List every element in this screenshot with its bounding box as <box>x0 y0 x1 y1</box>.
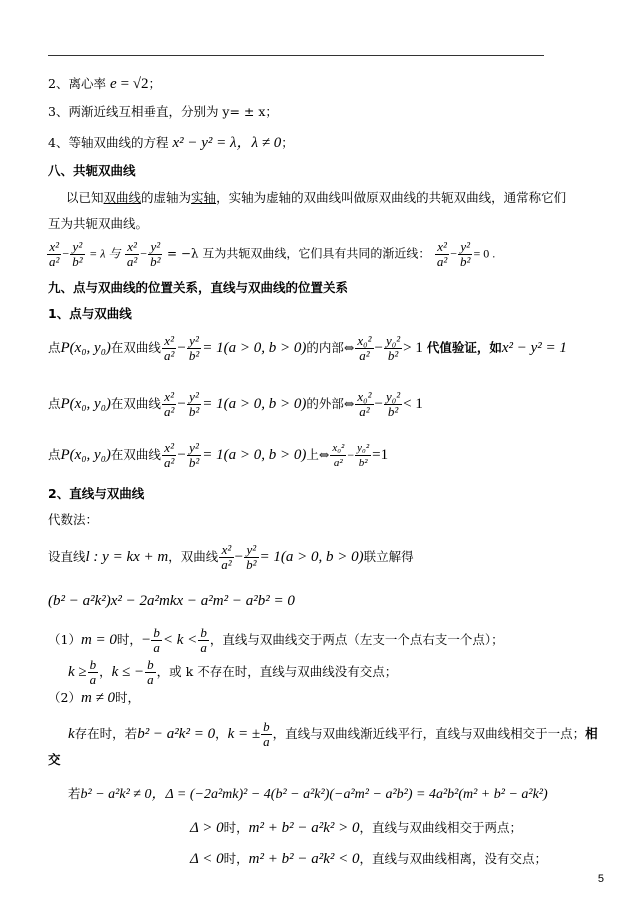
fraction <box>162 334 176 363</box>
math-condition: = 1(a > 0, b > 0) <box>259 549 364 565</box>
text: ，实轴为虚轴的双曲线叫做原双曲线的共轭双曲线，通常称它们 <box>216 190 567 205</box>
fraction <box>70 240 84 269</box>
link-real-axis[interactable]: 实轴 <box>191 190 217 205</box>
minus: − <box>177 447 186 463</box>
fraction <box>187 441 201 470</box>
text: （2） <box>48 690 81 705</box>
minus: − <box>141 632 151 648</box>
case-1-line <box>48 626 504 655</box>
sec8-paragraph-line2: 互为共轭双曲线。 <box>48 216 149 231</box>
denominator: b² <box>150 254 161 269</box>
minus: − <box>62 246 70 261</box>
math-discriminant: b² − a²k² ≠ 0，Δ = (−2a²mk)² − 4(b² − a²k²)(−a²m² − a²b²) = 4a²b²(m² + b² − a²k²) <box>80 787 548 802</box>
math-inequality: k ≤ − <box>111 664 145 680</box>
denominator: b² <box>188 404 200 419</box>
conjugate-relation <box>46 240 495 269</box>
math-inequality: m² + b² − a²k² < 0 <box>248 851 360 867</box>
text: 在双曲线 <box>110 340 161 355</box>
denominator: a <box>89 672 97 687</box>
fraction <box>151 626 162 655</box>
math-delta: Δ > 0 <box>190 820 224 836</box>
numerator: x₀² <box>357 389 372 404</box>
relation-text: = λ 与 <box>89 246 121 261</box>
math-condition: = 1(a > 0, b > 0) <box>202 340 307 356</box>
numerator: b <box>89 657 97 672</box>
text: 联立解得 <box>363 549 414 564</box>
math-condition: m ≠ 0 <box>80 690 116 706</box>
numerator: y₀² <box>357 442 370 454</box>
fraction <box>125 240 139 269</box>
denominator: b² <box>387 404 399 419</box>
section-9-heading: 九、点与双曲线的位置关系，直线与双曲线的位置关系 <box>48 280 349 295</box>
denominator: b² <box>358 457 368 469</box>
math-equation: x² − y² = λ，λ ≠ 0 <box>172 135 282 151</box>
minus: − <box>347 448 355 462</box>
numerator: b <box>200 625 207 640</box>
math-point: P(x₀, y₀) <box>60 340 111 356</box>
denominator: a² <box>49 254 60 269</box>
link-hyperbola[interactable]: 双曲线 <box>103 190 142 205</box>
denominator: b² <box>72 254 83 269</box>
minus: − <box>374 340 383 356</box>
numerator: y² <box>70 240 84 255</box>
math-relation: < 1 <box>403 396 423 412</box>
text: 相 <box>585 726 598 741</box>
minus: − <box>177 340 186 356</box>
denominator: b² <box>188 455 200 470</box>
point-outside-line <box>48 390 423 419</box>
denominator: a² <box>436 254 448 269</box>
fraction <box>88 658 99 687</box>
text: ，或 k 不存在时，直线与双曲线没有交点； <box>156 664 398 679</box>
minus: − <box>177 396 186 412</box>
text: 时， <box>223 851 249 866</box>
case-2b-continuation: 交 <box>48 752 61 767</box>
text: 点 <box>48 340 61 355</box>
numerator: b <box>263 719 270 734</box>
denominator: b² <box>188 348 200 363</box>
fraction <box>458 240 472 269</box>
denominator: a <box>147 672 154 687</box>
fraction <box>219 543 233 572</box>
math-inequality: m² + b² − a²k² > 0 <box>248 820 360 836</box>
text: 若 <box>68 786 81 801</box>
math-condition: = 1(a > 0, b > 0) <box>202 447 307 463</box>
text: 上⇔ <box>306 447 330 462</box>
sec8-paragraph-line1 <box>66 192 566 205</box>
fraction <box>187 390 201 419</box>
text: 的虚轴为 <box>141 190 192 205</box>
delta-positive-line <box>190 821 522 836</box>
math-line: l : y = kx + m <box>85 549 169 565</box>
math-k: k = ± <box>227 726 261 742</box>
math-point: P(x₀, y₀) <box>60 396 111 412</box>
page-number: 5 <box>597 873 604 885</box>
denominator: b² <box>387 348 399 363</box>
denominator: a² <box>163 348 175 363</box>
discriminant-line <box>68 788 548 802</box>
subsection-1-heading: 1、点与双曲线 <box>48 306 132 321</box>
text: 以已知 <box>66 190 104 205</box>
fraction <box>47 240 61 269</box>
case-1b-line <box>68 658 397 687</box>
fraction <box>261 720 272 749</box>
math-relation: > 1 <box>403 340 423 356</box>
math-equation: b² − a²k² = 0 <box>137 726 216 742</box>
numerator: y² <box>148 240 162 255</box>
text: ，直线与双曲线相离，没有交点； <box>359 851 548 866</box>
relation-text: = 0 . <box>473 246 496 261</box>
numerator: x² <box>162 334 176 349</box>
line-setup <box>48 543 414 572</box>
numerator: y² <box>458 240 472 255</box>
quadratic-equation: (b² − a²k²)x² − 2a²mkx − a²m² − a²b² = 0 <box>48 593 295 609</box>
numerator: y₀² <box>385 389 401 404</box>
fraction <box>355 390 373 419</box>
denominator: b² <box>246 557 257 572</box>
numerator: x² <box>162 441 176 456</box>
denominator: a² <box>359 404 370 419</box>
text: 在双曲线 <box>110 447 161 462</box>
numerator: x² <box>162 390 176 405</box>
item-equation <box>48 136 294 151</box>
fraction <box>384 334 402 363</box>
numerator: x² <box>435 240 449 255</box>
subsection-2-heading: 2、直线与双曲线 <box>48 486 145 501</box>
fraction <box>187 334 201 363</box>
fraction <box>148 240 162 269</box>
text: 点 <box>48 447 61 462</box>
item-label: 4、等轴双曲线的方程 <box>48 135 169 150</box>
denominator: a <box>153 640 160 655</box>
numerator: x₀² <box>332 442 345 454</box>
denominator: a² <box>126 254 138 269</box>
text: 时， <box>115 690 141 705</box>
case-2-line <box>48 691 140 706</box>
math-equation: x² − y² = 1 <box>501 340 567 356</box>
numerator: y² <box>244 543 258 558</box>
text: 存在时，若 <box>74 726 138 741</box>
math-condition: = 1(a > 0, b > 0) <box>202 396 307 412</box>
minus: − <box>140 246 148 261</box>
item-asymptotes: 3、两渐近线互相垂直，分别为 y= ± x； <box>48 104 278 119</box>
algebraic-method: 代数法： <box>48 512 99 527</box>
fraction <box>145 658 156 687</box>
delta-negative-line <box>190 852 547 867</box>
denominator: a <box>263 734 270 749</box>
math-inequality: k ≥ <box>68 664 87 680</box>
math-delta: Δ < 0 <box>190 851 224 867</box>
minus: − <box>234 549 244 565</box>
punct: ； <box>281 135 294 150</box>
denominator: a² <box>333 457 343 469</box>
numerator: x² <box>47 240 61 255</box>
text: ，双曲线 <box>168 549 219 564</box>
text: 的外部⇔ <box>306 396 355 411</box>
numerator: y² <box>187 334 201 349</box>
denominator: a² <box>359 348 370 363</box>
point-inside-line <box>48 334 567 363</box>
fraction <box>330 441 346 470</box>
math-sqrt2: = √2 <box>120 76 149 92</box>
fraction <box>244 543 258 572</box>
fraction <box>355 334 373 363</box>
math-inequality: < k < <box>162 632 198 648</box>
point-on-line <box>48 441 388 470</box>
fraction <box>435 240 449 269</box>
section-8-heading: 八、共轭双曲线 <box>48 163 136 178</box>
numerator: x² <box>125 240 139 255</box>
fraction <box>198 626 209 655</box>
numerator: b <box>153 625 160 640</box>
denominator: b² <box>460 254 471 269</box>
numerator: b <box>147 657 154 672</box>
math-point: P(x₀, y₀) <box>60 447 111 463</box>
math-condition: m = 0 <box>80 632 117 648</box>
text: ， <box>99 664 112 679</box>
minus: − <box>374 396 383 412</box>
denominator: a² <box>163 404 175 419</box>
item-label: 2、离心率 <box>48 76 106 91</box>
denominator: a² <box>221 557 232 572</box>
text: 时， <box>116 632 142 647</box>
numerator: y² <box>187 441 201 456</box>
punct: ； <box>148 76 162 91</box>
item-eccentricity <box>48 77 161 92</box>
text: 点 <box>48 396 61 411</box>
text: 在双曲线 <box>110 396 161 411</box>
numerator: x₀² <box>357 333 372 348</box>
denominator: a² <box>163 455 175 470</box>
fraction <box>162 441 176 470</box>
text: 设直线 <box>48 549 86 564</box>
case-2b-line <box>68 720 598 749</box>
numerator: x² <box>219 543 233 558</box>
numerator: y² <box>187 390 201 405</box>
text: ，直线与双曲线相交于两点； <box>359 820 523 835</box>
numerator: y₀² <box>385 333 401 348</box>
header-rule <box>48 55 544 56</box>
relation-text: = −λ 互为共轭双曲线，它们具有共同的渐近线： <box>166 246 431 261</box>
fraction <box>384 390 402 419</box>
fraction <box>162 390 176 419</box>
text: （1） <box>48 632 81 647</box>
math-k: k <box>68 726 75 742</box>
text: ，直线与双曲线渐近线平行，直线与双曲线相交于一点； <box>272 726 586 741</box>
denominator: a <box>200 640 207 655</box>
math-e: e <box>109 76 117 92</box>
verify-text: 代值验证，如 <box>426 340 502 355</box>
text: ，直线与双曲线交于两点（左支一个点右支一个点）； <box>209 632 504 647</box>
text: ， <box>215 726 228 741</box>
text: 的内部⇔ <box>306 340 355 355</box>
fraction <box>355 441 371 470</box>
math-relation: =1 <box>372 447 389 463</box>
text: 时， <box>223 820 249 835</box>
minus: − <box>450 246 458 261</box>
